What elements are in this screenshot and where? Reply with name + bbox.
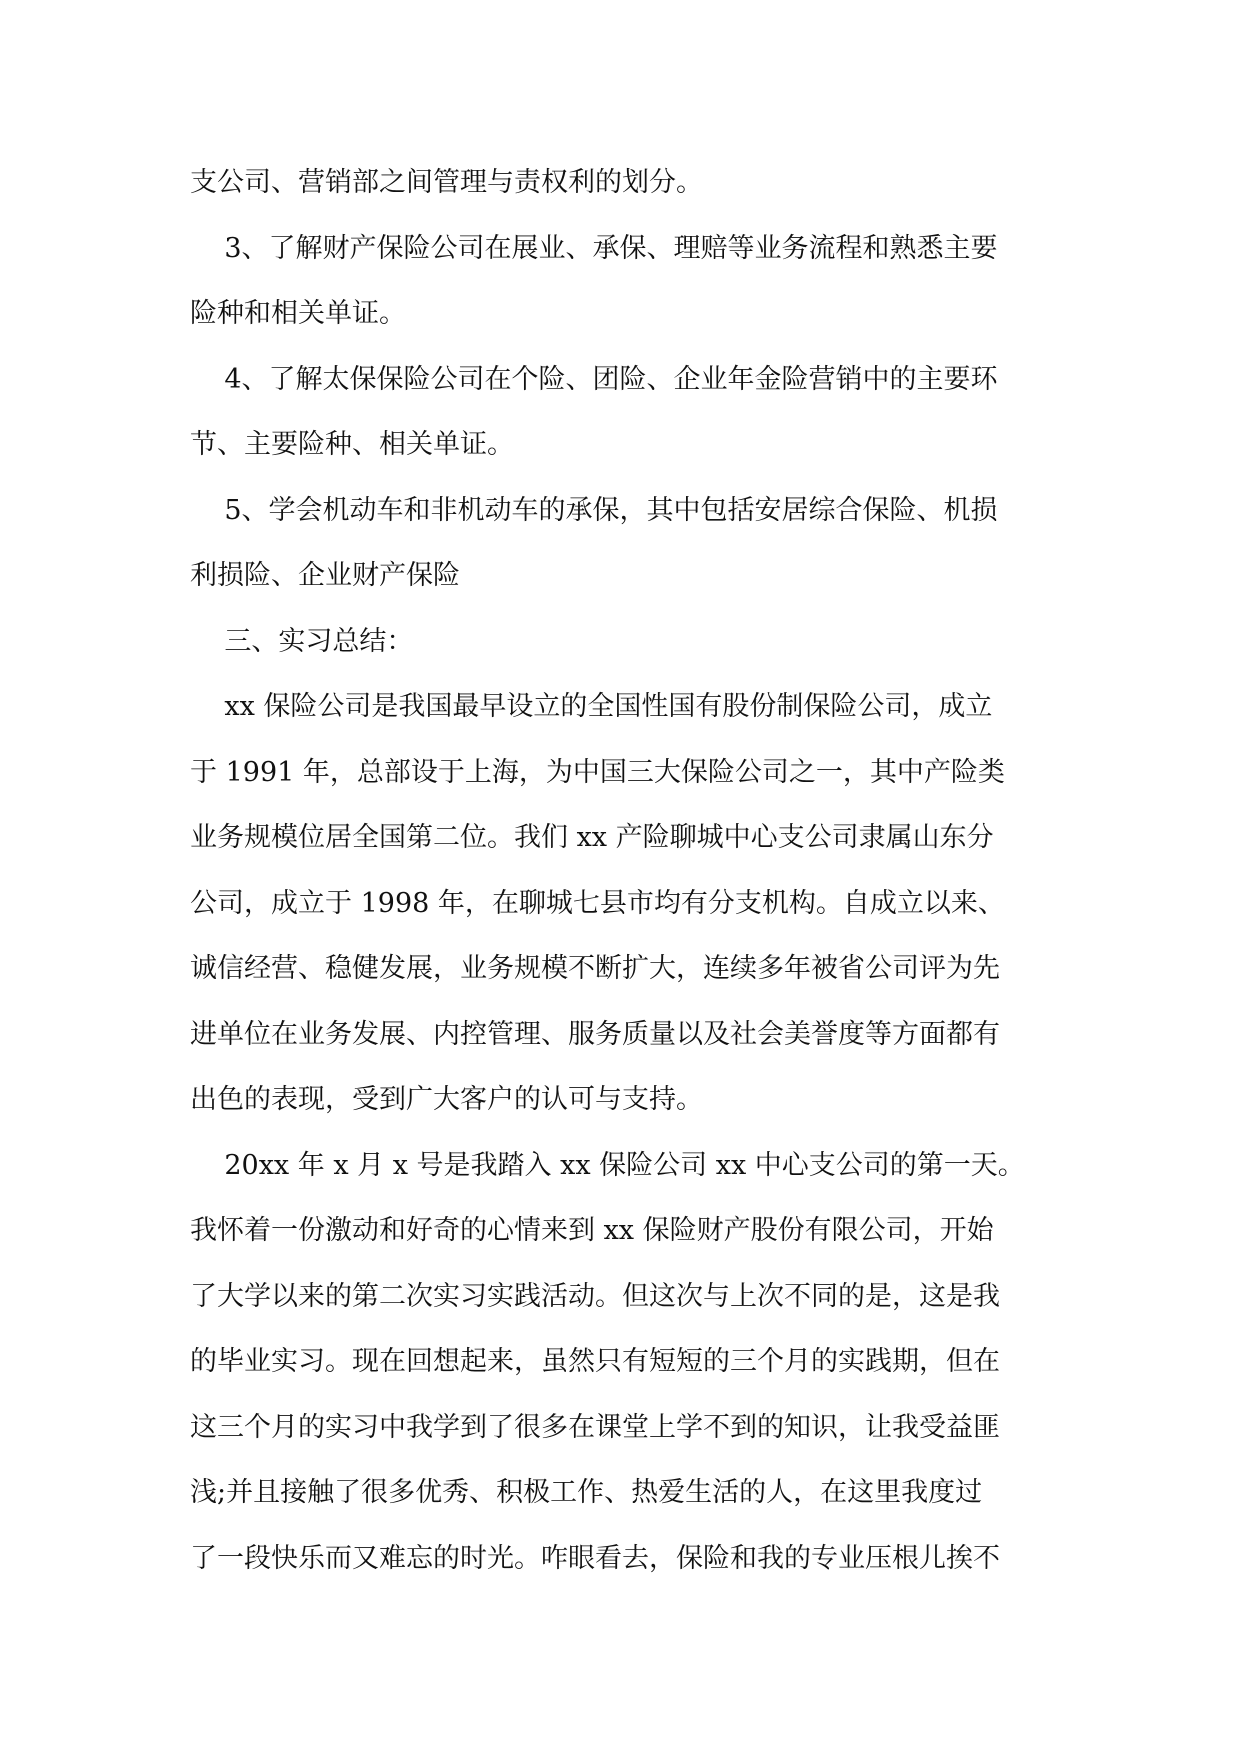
text-line: 3、了解财产保险公司在展业、承保、理赔等业务流程和熟悉主要 [190,232,998,264]
text-line: 节、主要险种、相关单证。 [190,429,514,460]
text-line: 了一段快乐而又难忘的时光。咋眼看去，保险和我的专业压根儿挨不 [190,1542,1000,1574]
text-line: 利损险、企业财产保险 [190,560,460,591]
text-line: 出色的表现，受到广大客户的认可与支持。 [190,1084,703,1115]
text-line: 公司，成立于 1998 年，在聊城七县市均有分支机构。自成立以来、 [190,887,1005,919]
text-line: xx 保险公司是我国最早设立的全国性国有股份制保险公司，成立 [190,691,993,722]
text-line: 了大学以来的第二次实习实践活动。但这次与上次不同的是，这是我 [190,1280,1000,1312]
text-line: 浅;并且接触了很多优秀、积极工作、热爱生活的人，在这里我度过 [190,1477,983,1508]
text-line: 20xx 年 x 月 x 号是我踏入 xx 保险公司 xx 中心支公司的第一天。 [190,1149,1025,1181]
text-line: 支公司、营销部之间管理与责权利的划分。 [190,167,703,198]
text-line: 诚信经营、稳健发展，业务规模不断扩大，连续多年被省公司评为先 [190,953,1000,984]
text-line: 我怀着一份激动和好奇的心情来到 xx 保险财产股份有限公司，开始 [190,1215,994,1246]
document-body [190,150,1070,1591]
text-line: 的毕业实习。现在回想起来，虽然只有短短的三个月的实践期，但在 [190,1346,1000,1377]
text-line: 这三个月的实习中我学到了很多在课堂上学不到的知识，让我受益匪 [190,1411,1000,1443]
text-line: 进单位在业务发展、内控管理、服务质量以及社会美誉度等方面都有 [190,1018,1000,1050]
text-line: 于 1991 年，总部设于上海，为中国三大保险公司之一，其中产险类 [190,756,1005,788]
text-line: 5、学会机动车和非机动车的承保，其中包括安居综合保险、机损 [190,494,998,526]
text-line: 险种和相关单证。 [190,298,406,329]
section-heading: 三、实习总结： [190,625,414,657]
text-line: 4、了解太保保险公司在个险、团险、企业年金险营销中的主要环 [190,363,998,395]
text-line: 业务规模位居全国第二位。我们 xx 产险聊城中心支公司隶属山东分 [190,822,994,853]
